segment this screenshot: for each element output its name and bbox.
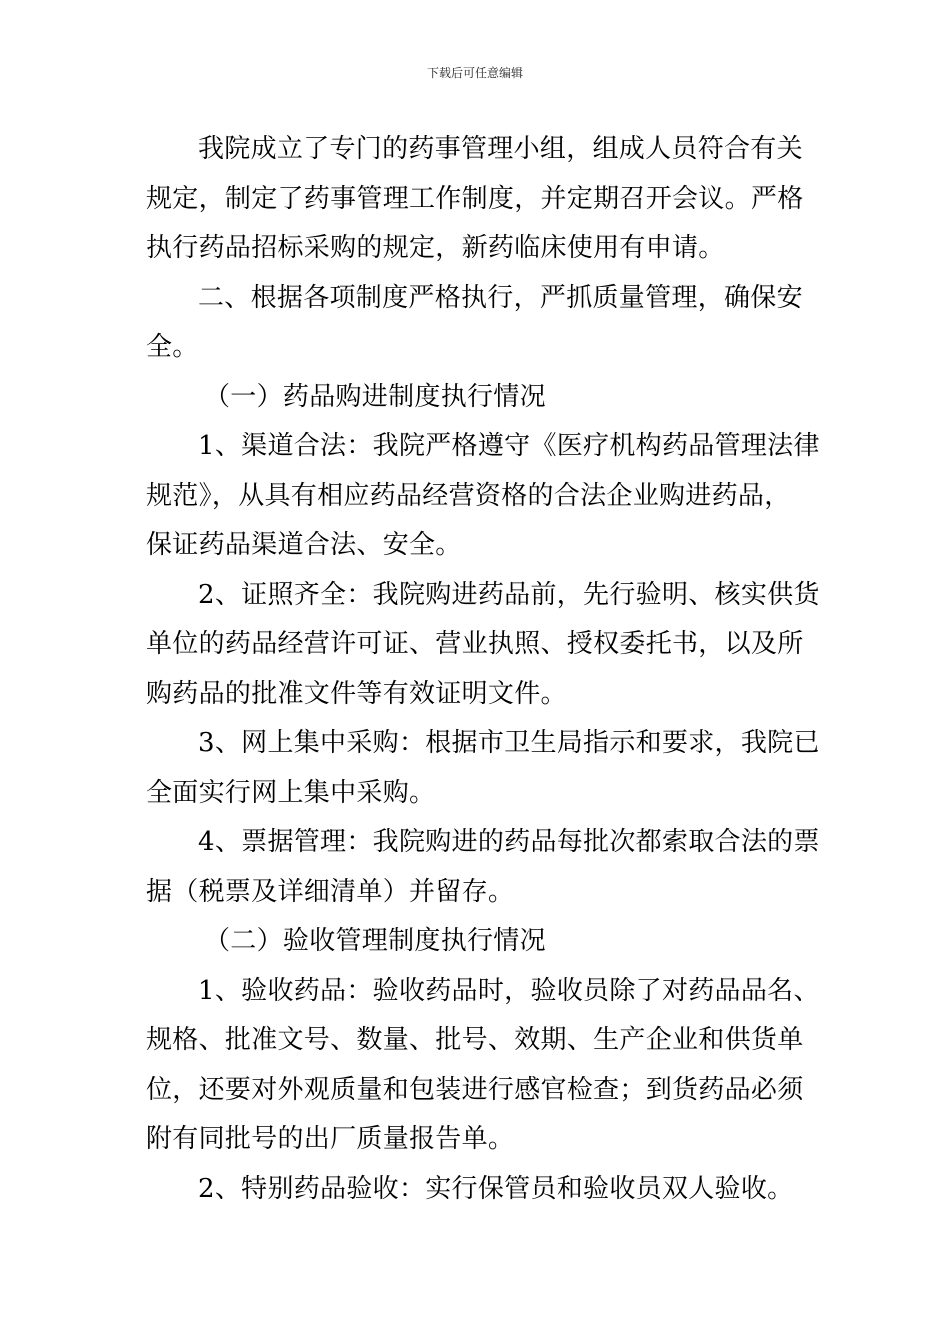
text-line: 2、特别药品验收：实行保管员和验收员双人验收。 [198,1173,794,1204]
subsection-heading: （一）药品购进制度执行情况 [204,381,546,412]
text-line: 2、证照齐全：我院购进药品前，先行验明、核实供货 [198,579,820,610]
text-line: 1、渠道合法：我院严格遵守《医疗机构药品管理法律 [198,431,820,461]
text-line: 单位的药品经营许可证、营业执照、授权委托书，以及所 [146,629,804,659]
text-line: 附有同批号的出厂质量报告单。 [146,1124,515,1154]
text-line: 4、票据管理：我院购进的药品每批次都索取合法的票 [198,827,820,857]
text-line: 我院成立了专门的药事管理小组，组成人员符合有关 [198,134,803,164]
section-heading-line: 二、根据各项制度严格执行，严抓质量管理，确保安 [198,282,803,313]
text-line: 规定，制定了药事管理工作制度，并定期召开会议。严格 [146,183,804,214]
text-line: 保证药品渠道合法、安全。 [146,530,462,560]
page-header-note: 下载后可任意编辑 [426,66,523,80]
document-body [146,125,820,1214]
text-line: 3、网上集中采购：根据市卫生局指示和要求，我院已 [198,728,820,758]
text-line: 全。 [146,332,199,362]
text-line: 规格、批准文号、数量、批号、效期、生产企业和供货单 [146,1025,804,1055]
text-line: 1、验收药品：验收药品时，验收员除了对药品品名、 [198,975,820,1006]
text-line: 购药品的批准文件等有效证明文件。 [146,678,567,709]
text-line: 执行药品招标采购的规定，新药临床使用有申请。 [146,233,725,263]
text-line: 全面实行网上集中采购。 [146,777,436,808]
subsection-heading: （二）验收管理制度执行情况 [204,926,546,956]
text-line: 据（税票及详细清单）并留存。 [146,876,515,907]
text-line: 规范》，从具有相应药品经营资格的合法企业购进药品， [146,480,791,511]
text-line: 位，还要对外观质量和包装进行感官检查；到货药品必须 [146,1074,804,1105]
